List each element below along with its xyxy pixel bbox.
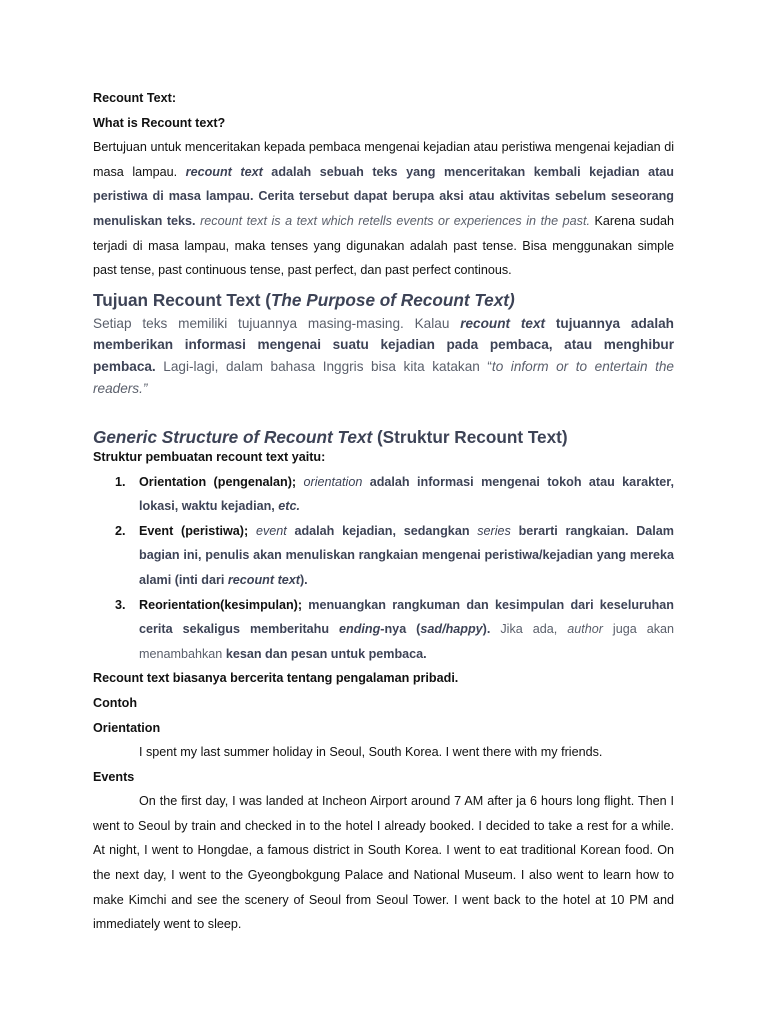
definition-paragraph	[93, 135, 674, 283]
list-item	[93, 470, 674, 519]
document-title: Recount Text:	[93, 91, 177, 105]
list-item-label: Orientation (pengenalan);	[139, 474, 297, 489]
list-item-text: -nya (	[380, 622, 421, 637]
purpose-term: recount text	[460, 315, 546, 331]
purpose-heading-italic: The Purpose of Recount Text)	[270, 289, 515, 310]
document-content	[93, 86, 674, 937]
orientation-label: Orientation	[93, 720, 161, 735]
list-item-label: Event (peristiwa);	[139, 523, 249, 538]
events-text: On the first day, I was landed at Incheon Airport around 7 AM after ja 6 hours long flight. Then I went to Seoul by train and checked in to the hotel I already booked. I decided to take a rest for a while. At night, I went to Hongdae, a famous district in South Korea. I went to eat traditional Korean food. On the next day, I went to the Gyeongbokgung Palace and National Museum. I also went to learn how to make Kimchi and see the scenery of Seoul from Seoul Tower. I went back to the hotel at 10 PM and immediately went to sleep.	[93, 794, 674, 932]
list-item-term: orientation	[303, 474, 363, 489]
orientation-text: I spent my last summer holiday in Seoul, South Korea. I went there with my friends.	[139, 745, 603, 760]
purpose-part3: Lagi-lagi, dalam bahasa Inggris bisa kita katakan “	[155, 359, 492, 375]
definition-part2: adalah sebuah teks yang menceritakan kembali kejadian atau peristiwa di masa lampau. Cerita tersebut dapat berupa aksi atau aktivitas sebelum seseorang menuliskan teks.	[93, 164, 674, 228]
purpose-part2: tujuannya adalah memberikan informasi mengenai suatu kejadian pada pembaca, atau menghibur pembaca.	[93, 315, 674, 375]
list-item-text: ).	[482, 622, 491, 637]
structure-heading-plain: (Struktur Recount Text)	[372, 426, 568, 447]
list-item-term: series	[477, 523, 511, 538]
section-question: What is Recount text?	[93, 115, 226, 130]
list-item-etc: etc.	[278, 499, 300, 514]
list-item-text: Jika ada,	[490, 622, 568, 637]
purpose-part1: Setiap teks memiliki tujuannya masing-masing. Kalau	[93, 315, 461, 331]
list-item-number: 1.	[115, 474, 126, 489]
list-item-term: sad/happy	[420, 622, 483, 637]
definition-term: recount text	[185, 164, 263, 179]
list-item-text: adalah kejadian, sedangkan	[286, 523, 478, 538]
purpose-heading	[93, 287, 674, 313]
list-item	[93, 519, 674, 593]
structure-list	[93, 470, 674, 667]
definition-part1: Bertujuan untuk menceritakan kepada pembaca mengenai kejadian atau peristiwa mengenai kejadian di masa lampau.	[93, 140, 674, 179]
list-item-text: berarti rangkaian. Dalam bagian ini, penulis akan menuliskan rangkaian mengenai peristiwa/kejadian yang mereka alami (inti dari	[139, 523, 675, 587]
list-item-label: Reorientation(kesimpulan);	[139, 597, 303, 612]
list-item-term: event	[255, 523, 287, 538]
list-item-text: juga akan menambahkan	[139, 622, 675, 661]
example-label: Contoh	[93, 695, 138, 710]
events-label: Events	[93, 769, 135, 784]
list-item-term: ending	[339, 622, 381, 637]
list-item-text: menuangkan rangkuman dan kesimpulan dari keseluruhan cerita sekaligus memberitahu	[139, 597, 674, 637]
list-item-number: 2.	[115, 523, 126, 538]
list-item-term: recount text	[227, 572, 300, 587]
recount-note: Recount text biasanya bercerita tentang pengalaman pribadi.	[93, 671, 459, 686]
list-item	[93, 593, 674, 667]
structure-intro: Struktur pembuatan recount text yaitu:	[93, 449, 326, 464]
structure-heading	[93, 424, 674, 450]
purpose-quote: to inform or to entertain the readers.”	[93, 359, 674, 396]
definition-english: recount text is a text which retells events or experiences in the past.	[200, 213, 590, 228]
purpose-paragraph	[93, 313, 674, 400]
definition-part3: Karena sudah terjadi di masa lampau, maka tenses yang digunakan adalah past tense. Bisa menggunakan simple past tense, past continuous tense, past perfect, dan past perfect continous.	[93, 213, 674, 278]
purpose-heading-plain: Tujuan Recount Text (	[93, 289, 271, 310]
list-item-text: kesan dan pesan untuk pembaca.	[225, 646, 427, 661]
list-item-text: ).	[299, 572, 308, 587]
structure-heading-italic: Generic Structure of Recount Text	[93, 426, 373, 447]
list-item-term: author	[567, 622, 603, 637]
list-item-number: 3.	[115, 597, 126, 612]
list-item-text: adalah informasi mengenai tokoh atau karakter, lokasi, waktu kejadian,	[139, 474, 675, 514]
